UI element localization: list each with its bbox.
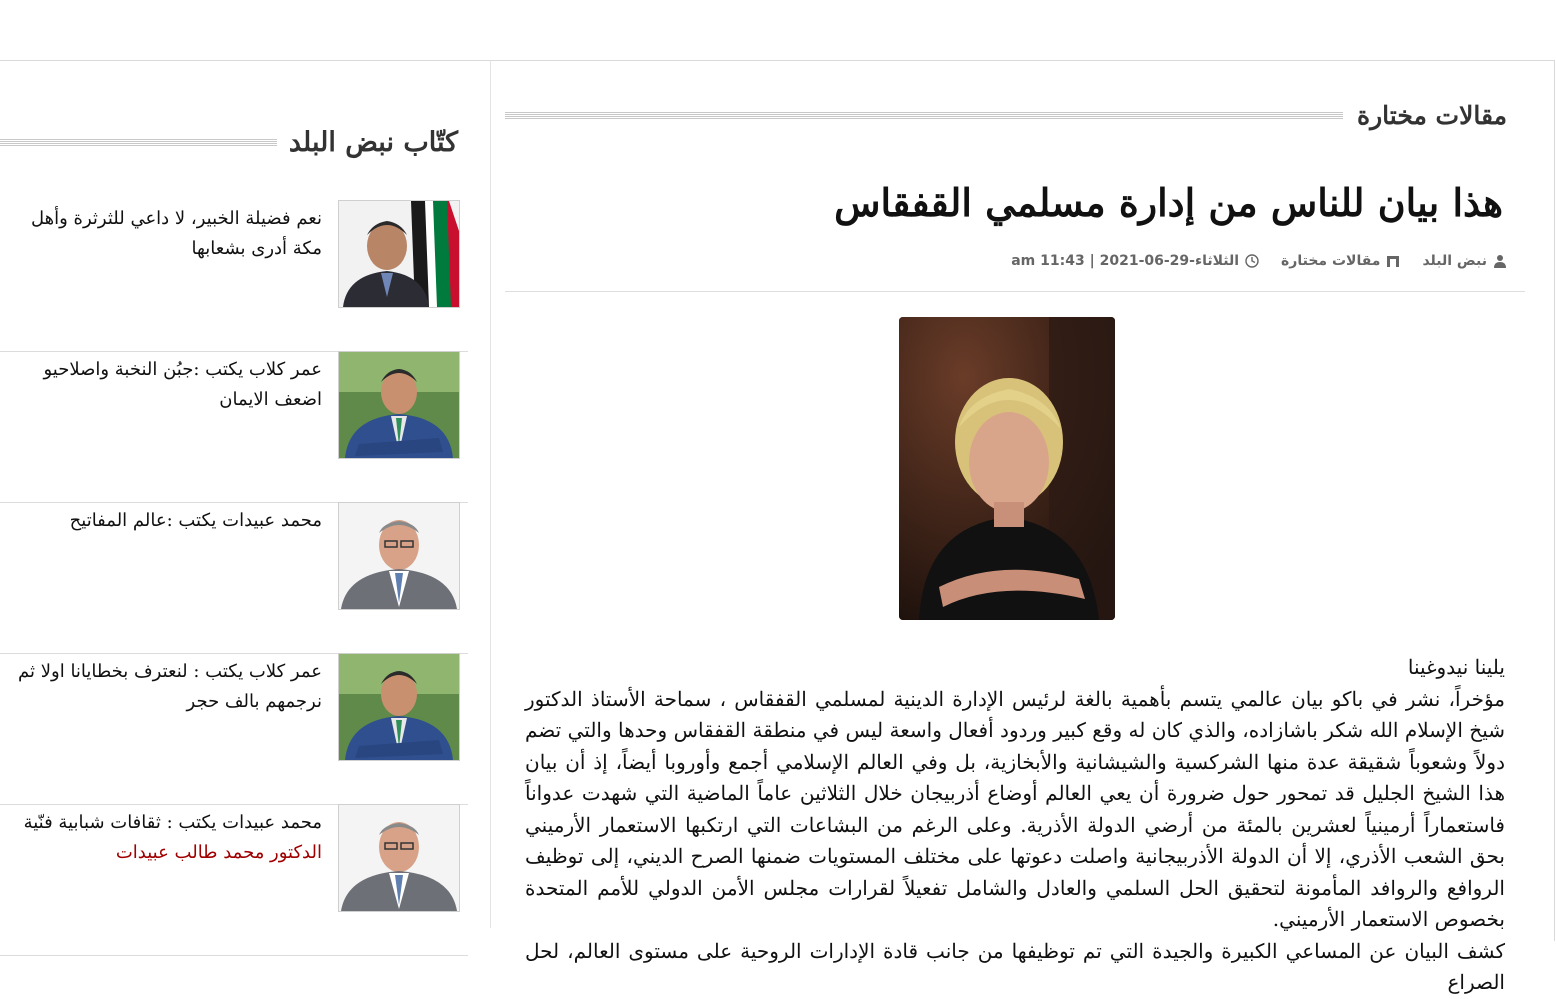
item-text[interactable]: محمد عبيدات يكتب : ثقافات شبابية فنّية الدكتور محمد طالب عبيدات [0,808,322,868]
list-item[interactable] [0,804,468,956]
meta-divider [505,291,1525,292]
item-text[interactable]: محمد عبيدات يكتب :عالم المفاتيح [69,510,322,531]
article-title: هذا بيان للناس من إدارة مسلمي القفقاس [834,180,1503,225]
clock-icon [1245,254,1259,268]
meta-datetime: الثلاثاء-29-06-2021 | 11:43 am [1011,253,1240,269]
article-paragraph: مؤخراً، نشر في باكو بيان عالمي يتسم بأهمية بالغة لرئيس الإدارة الدينية لمسلمي القفقاس ، سماحة الأستاذ الدكتور شيخ الإسلام الله شكر باشازاده، والذي كان له وقع كبير وردود أفعال واسعة ليس في منطقة القفقاس وحدها والتي تضم دولاً وشعوباً شقيقة عدة منها الشركسية والشيشانية والأبخازية، بل وفي العالم الإسلامي أجمع وأوروبا أيضاً، إذ أن بيان هذا الشيخ الجليل قد تمحور حول ضرورة أن يعي العالم أوضاع أذربيجان خلال الثلاثين عاماً الماضية التي شهدت عدواناً فاستعماراً أرمينياً لعشرين بالمئة من أرضي الدولة الأذرية. وعلى الرغم من البشاعات التي ارتكبها الاستعمار الأرميني بحق الشعب الأذري، إلا أن الدولة الأذربيجانية واصلت دعوتها على مختلف المستويات ضمنها الصرح الديني، إلى توظيف الروافع والروافد المأمونة لتحقيق الحل السلمي والعادل والشامل تفعيلاً لقرارات مجلس الأمن الدولي للأمم المتحدة بخصوص الاستعمار الأرميني. [525,686,1505,931]
column-divider [490,60,491,928]
item-author[interactable]: الدكتور محمد طالب عبيدات [115,842,322,863]
article-meta [1011,253,1507,269]
meta-author[interactable]: نبض البلد [1422,253,1487,269]
sidebar-header [0,122,458,162]
list-item[interactable] [0,351,468,503]
meta-category[interactable]: مقالات مختارة [1281,253,1381,269]
writer-thumbnail[interactable] [338,200,460,308]
list-item[interactable] [0,653,468,805]
item-text[interactable]: عمر كلاب يكتب :جبُن النخبة واصلاحيو اضعف الايمان [43,359,322,410]
article-body [525,652,1505,999]
writer-thumbnail[interactable] [338,502,460,610]
item-text[interactable]: عمر كلاب يكتب : لنعترف بخطايانا اولا ثم نرجمهم بالف حجر [18,661,322,712]
section-header [505,98,1507,132]
writer-thumbnail[interactable] [338,653,460,761]
list-item[interactable] [0,502,468,654]
list-item[interactable] [0,200,468,352]
article-column [505,60,1525,994]
folder-icon [1386,254,1400,268]
user-icon [1493,254,1507,268]
section-rule [505,112,1343,119]
item-text[interactable]: نعم فضيلة الخبير، لا داعي للثرثرة وأهل مكة أدرى بشعابها [31,208,322,259]
section-label[interactable]: مقالات مختارة [1356,100,1507,130]
writers-sidebar [0,60,468,928]
writer-thumbnail[interactable] [338,804,460,912]
article-paragraph: كشف البيان عن المساعي الكبيرة والجيدة التي تم توظيفها من جانب قادة الإدارات الروحية على مستوى العالم، لحل الصراع [525,938,1505,994]
article-photo [899,317,1115,620]
writer-thumbnail[interactable] [338,351,460,459]
sidebar-rule [0,139,277,146]
article-byline: يلينا نيدوغينا [1407,655,1505,679]
sidebar-title: كتّاب نبض البلد [288,126,458,158]
